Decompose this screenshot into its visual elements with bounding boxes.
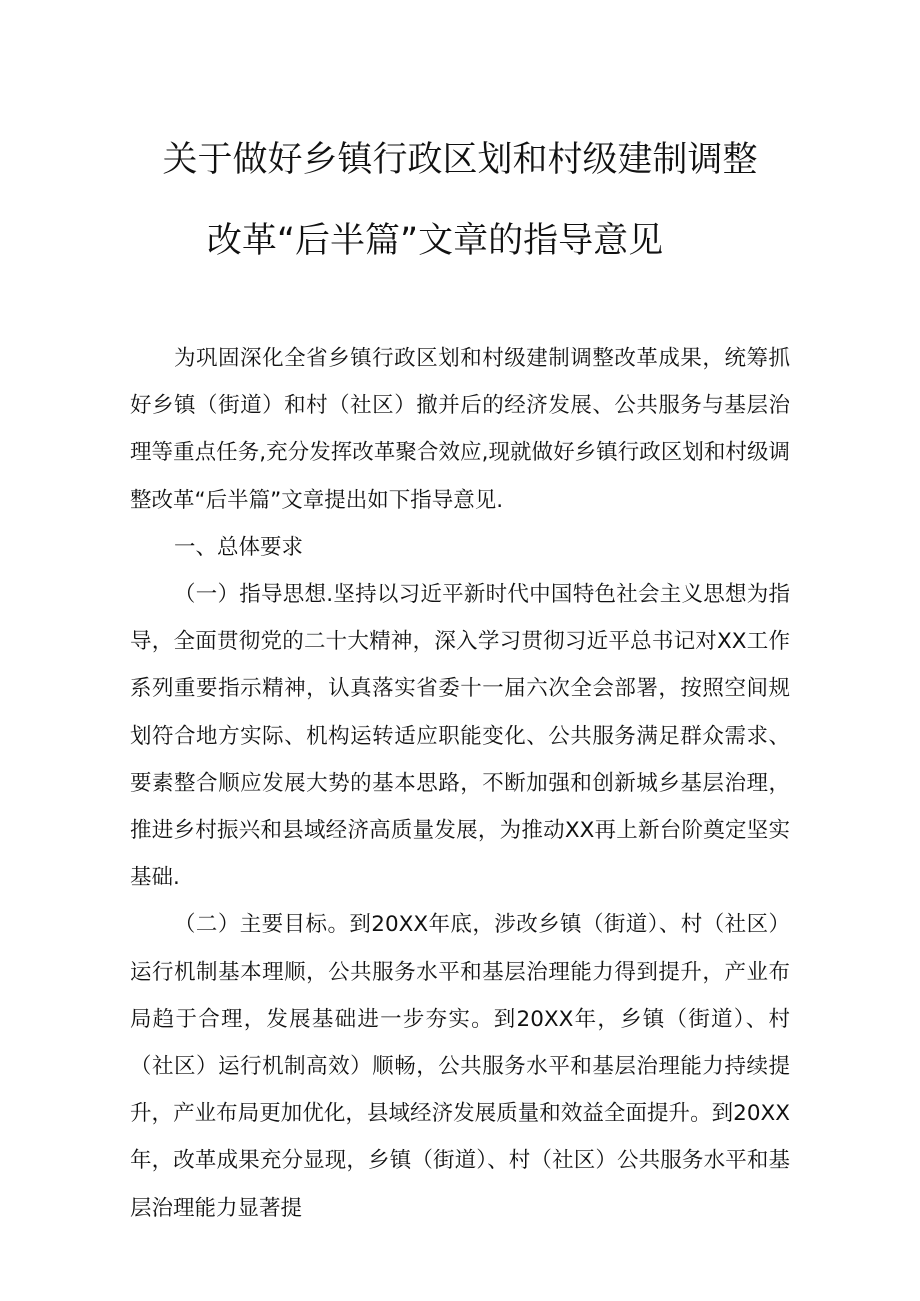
paragraph-main-goals: （二）主要目标。到20XX年底，涉改乡镇（街道）、村（社区）运行机制基本理顺，公共服务水平和基层治理能力得到提升，产业布局趋于合理，发展基础进一步夯实。到20XX年，乡镇（街道）、村（社区）运行机制高效）顺畅，公共服务水平和基层治理能力持续提升，产业布局更加优化，县域经济发展质量和效益全面提升。到20XX年，改革成果充分显现，乡镇（街道）、村（社区）公共服务水平和基层治理能力显著提 — [130, 912, 790, 1221]
paragraph-guiding-ideology: （一）指导思想.坚持以习近平新时代中国特色社会主义思想为指导，全面贯彻党的二十大精神，深入学习贯彻习近平总书记对XX工作系列重要指示精神，认真落实省委十一届六次全会部署，按照空间规划符合地方实际、机构运转适应职能变化、公共服务满足群众需求、要素整合顺应发展大势的基本思路，不断加强和创新城乡基层治理，推进乡村振兴和县域经济高质量发展，为推动XX再上新台阶奠定坚实基础. — [130, 582, 790, 891]
document-title-line-2: 改革“后半篇”文章的指导意见 — [206, 221, 664, 261]
document-body — [130, 335, 790, 1232]
document-title-line-1: 关于做好乡镇行政区划和村级建制调整 — [162, 140, 758, 180]
paragraph-intro: 为巩固深化全省乡镇行政区划和村级建制调整改革成果，统筹抓好乡镇（街道）和村（社区）撤并后的经济发展、公共服务与基层治理等重点任务,充分发挥改革聚合效应,现就做好乡镇行政区划和村级调整改革“后半篇”文章提出如下指导意见. — [130, 346, 790, 513]
section-heading-general-requirements: 一、总体要求 — [174, 534, 304, 560]
